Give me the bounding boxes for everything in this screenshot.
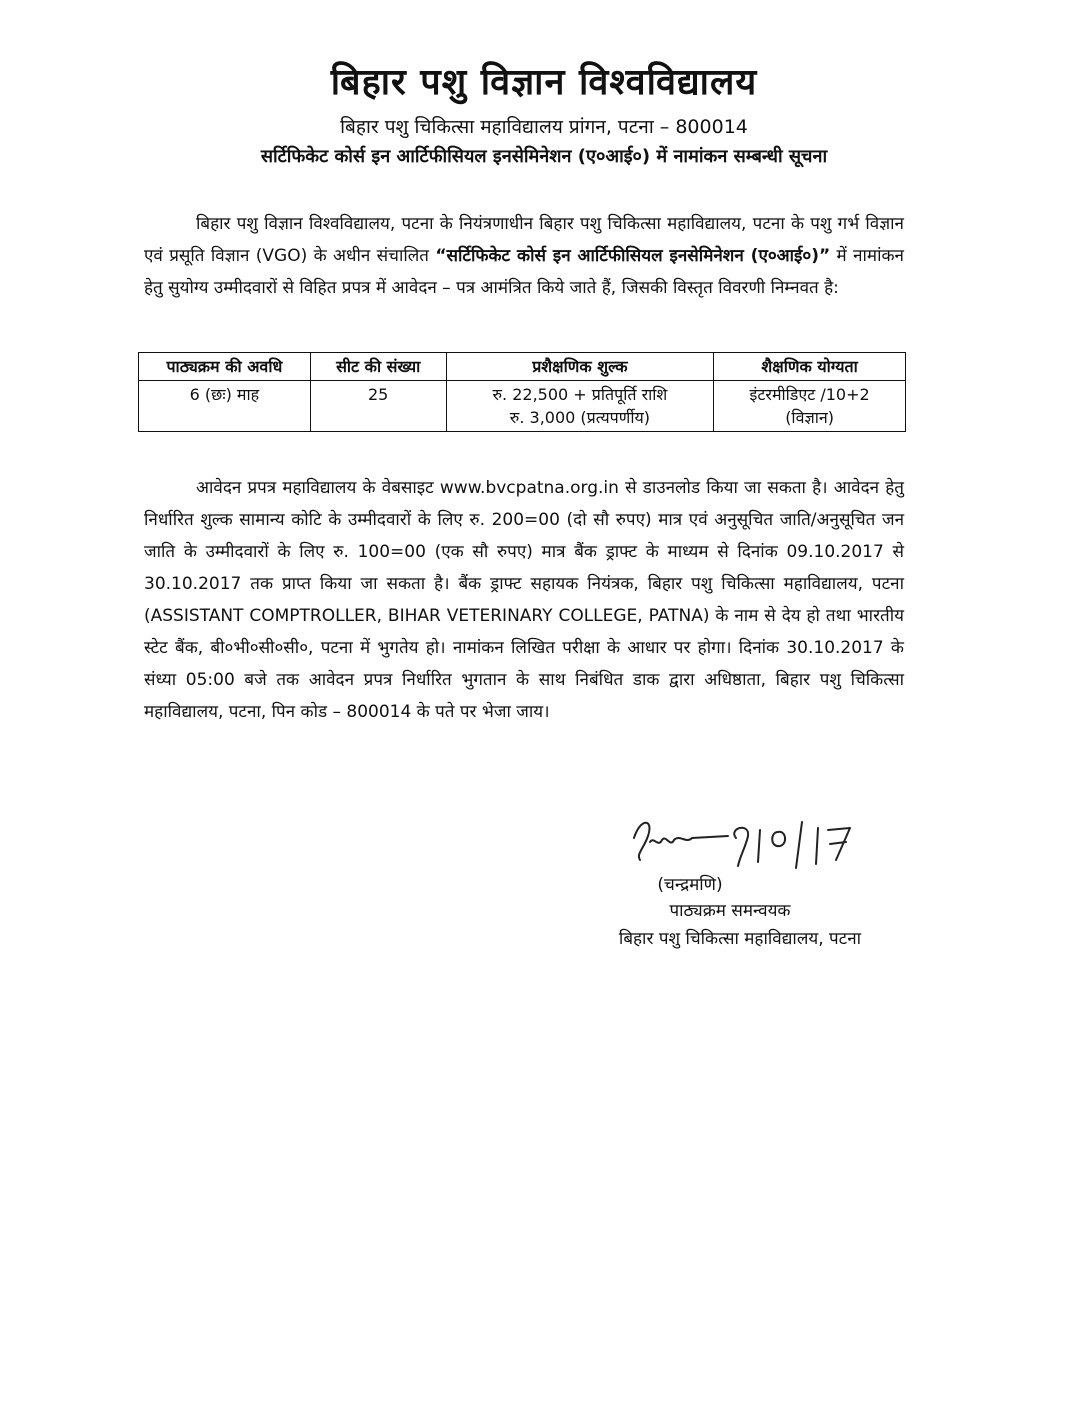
fee-line-2: रु. 3,000 (प्रत्यपर्णीय) [509,408,651,427]
signatory-organization: बिहार पशु चिकित्सा महाविद्यालय, पटना [618,929,862,949]
details-paragraph: आवेदन प्रपत्र महाविद्यालय के वेबसाइट www.bvcpatna.org.in से डाउनलोड किया जा सकता है। आवेदन हेतु निर्धारित शुल्क सामान्य कोटि के उम्मीदवारों के लिए रु. 200=00 (दो सौ रुपए) मात्र एवं अनुसूचित जाति/अनुसूचित जन जाति के उम्मीदवारों के लिए रु. 100=00 (एक सौ रुपए) मात्र बैंक ड्राफ्ट के माध्यम से दिनांक 09.10.2017 से 30.10.2017 तक प्राप्त किया जा सकता है। बैंक ड्राफ्ट सहायक नियंत्रक, बिहार पशु चिकित्सा महाविद्यालय, पटना (ASSISTANT COMPTROLLER, BIHAR VETERINARY COLLEGE, PATNA) के नाम से देय हो तथा भारतीय स्टेट बैंक, बी०भी०सी०सी०, पटना में भुगतेय हो। नामांकन लिखित परीक्षा के आधार पर होगा। दिनांक 30.10.2017 के संध्या 05:00 बजे तक आवेदन प्रपत्र निर्धारित भुगतान के साथ निबंधित डाक द्वारा अधिष्ठाता, बिहार पशु चिकित्सा महाविद्यालय, पटना, पिन कोड – 800014 के पते पर भेजा जाय। [144,478,904,722]
cell-fee [446,381,714,432]
header-qualification: शैक्षणिक योग्यता [714,353,906,381]
header-seats: सीट की संख्या [310,353,446,381]
letterhead [0,60,1088,170]
signatory-designation: पाठ्यक्रम समन्वयक [669,901,791,921]
notice-title: सर्टिफिकेट कोर्स इन आर्टिफीसियल इनसेमिनेशन (ए०आई०) में नामांकन सम्बन्धी सूचना [260,146,828,167]
cell-duration: 6 (छः) माह [139,381,311,432]
table-row [139,381,906,432]
qualification-line-1: इंटरमीडिएट /10+2 [749,385,870,404]
course-name: “सर्टिफिकेट कोर्स इन आर्टिफीसियल इनसेमिनेशन (ए०आई०)” [435,246,831,266]
handwritten-signature [610,808,870,878]
qualification-line-2: (विज्ञान) [785,408,834,427]
header-fee: प्रशैक्षणिक शुल्क [446,353,714,381]
college-address: बिहार पशु चिकित्सा महाविद्यालय प्रांगन, पटना – 800014 [340,116,748,138]
course-details-table [138,352,906,432]
signatory-name: (चन्द्रमणि) [657,875,723,895]
fee-line-1: रु. 22,500 + प्रतिपूर्ति राशि [492,385,668,404]
table-header-row [139,353,906,381]
intro-paragraph [144,208,904,304]
header-duration: पाठ्यक्रम की अवधि [139,353,311,381]
intro-text-after: में नामांकन हेतु सुयोग्य उम्मीदवारों से विहित प्रपत्र में आवेदन – पत्र आमंत्रित किये जाते हैं, जिसकी विस्तृत विवरणी निम्नवत है: [144,246,904,298]
intro-text-before: बिहार पशु विज्ञान विश्वविद्यालय, पटना के नियंत्रणाधीन बिहार पशु चिकित्सा महाविद्यालय, पटना के पशु गर्भ विज्ञान एवं प्रसूति विज्ञान (VGO) के अधीन संचालित [144,214,904,266]
university-name: बिहार पशु विज्ञान विश्वविद्यालय [330,62,758,103]
cell-qualification [714,381,906,432]
signature-block [560,808,920,954]
cell-seats: 25 [310,381,446,432]
